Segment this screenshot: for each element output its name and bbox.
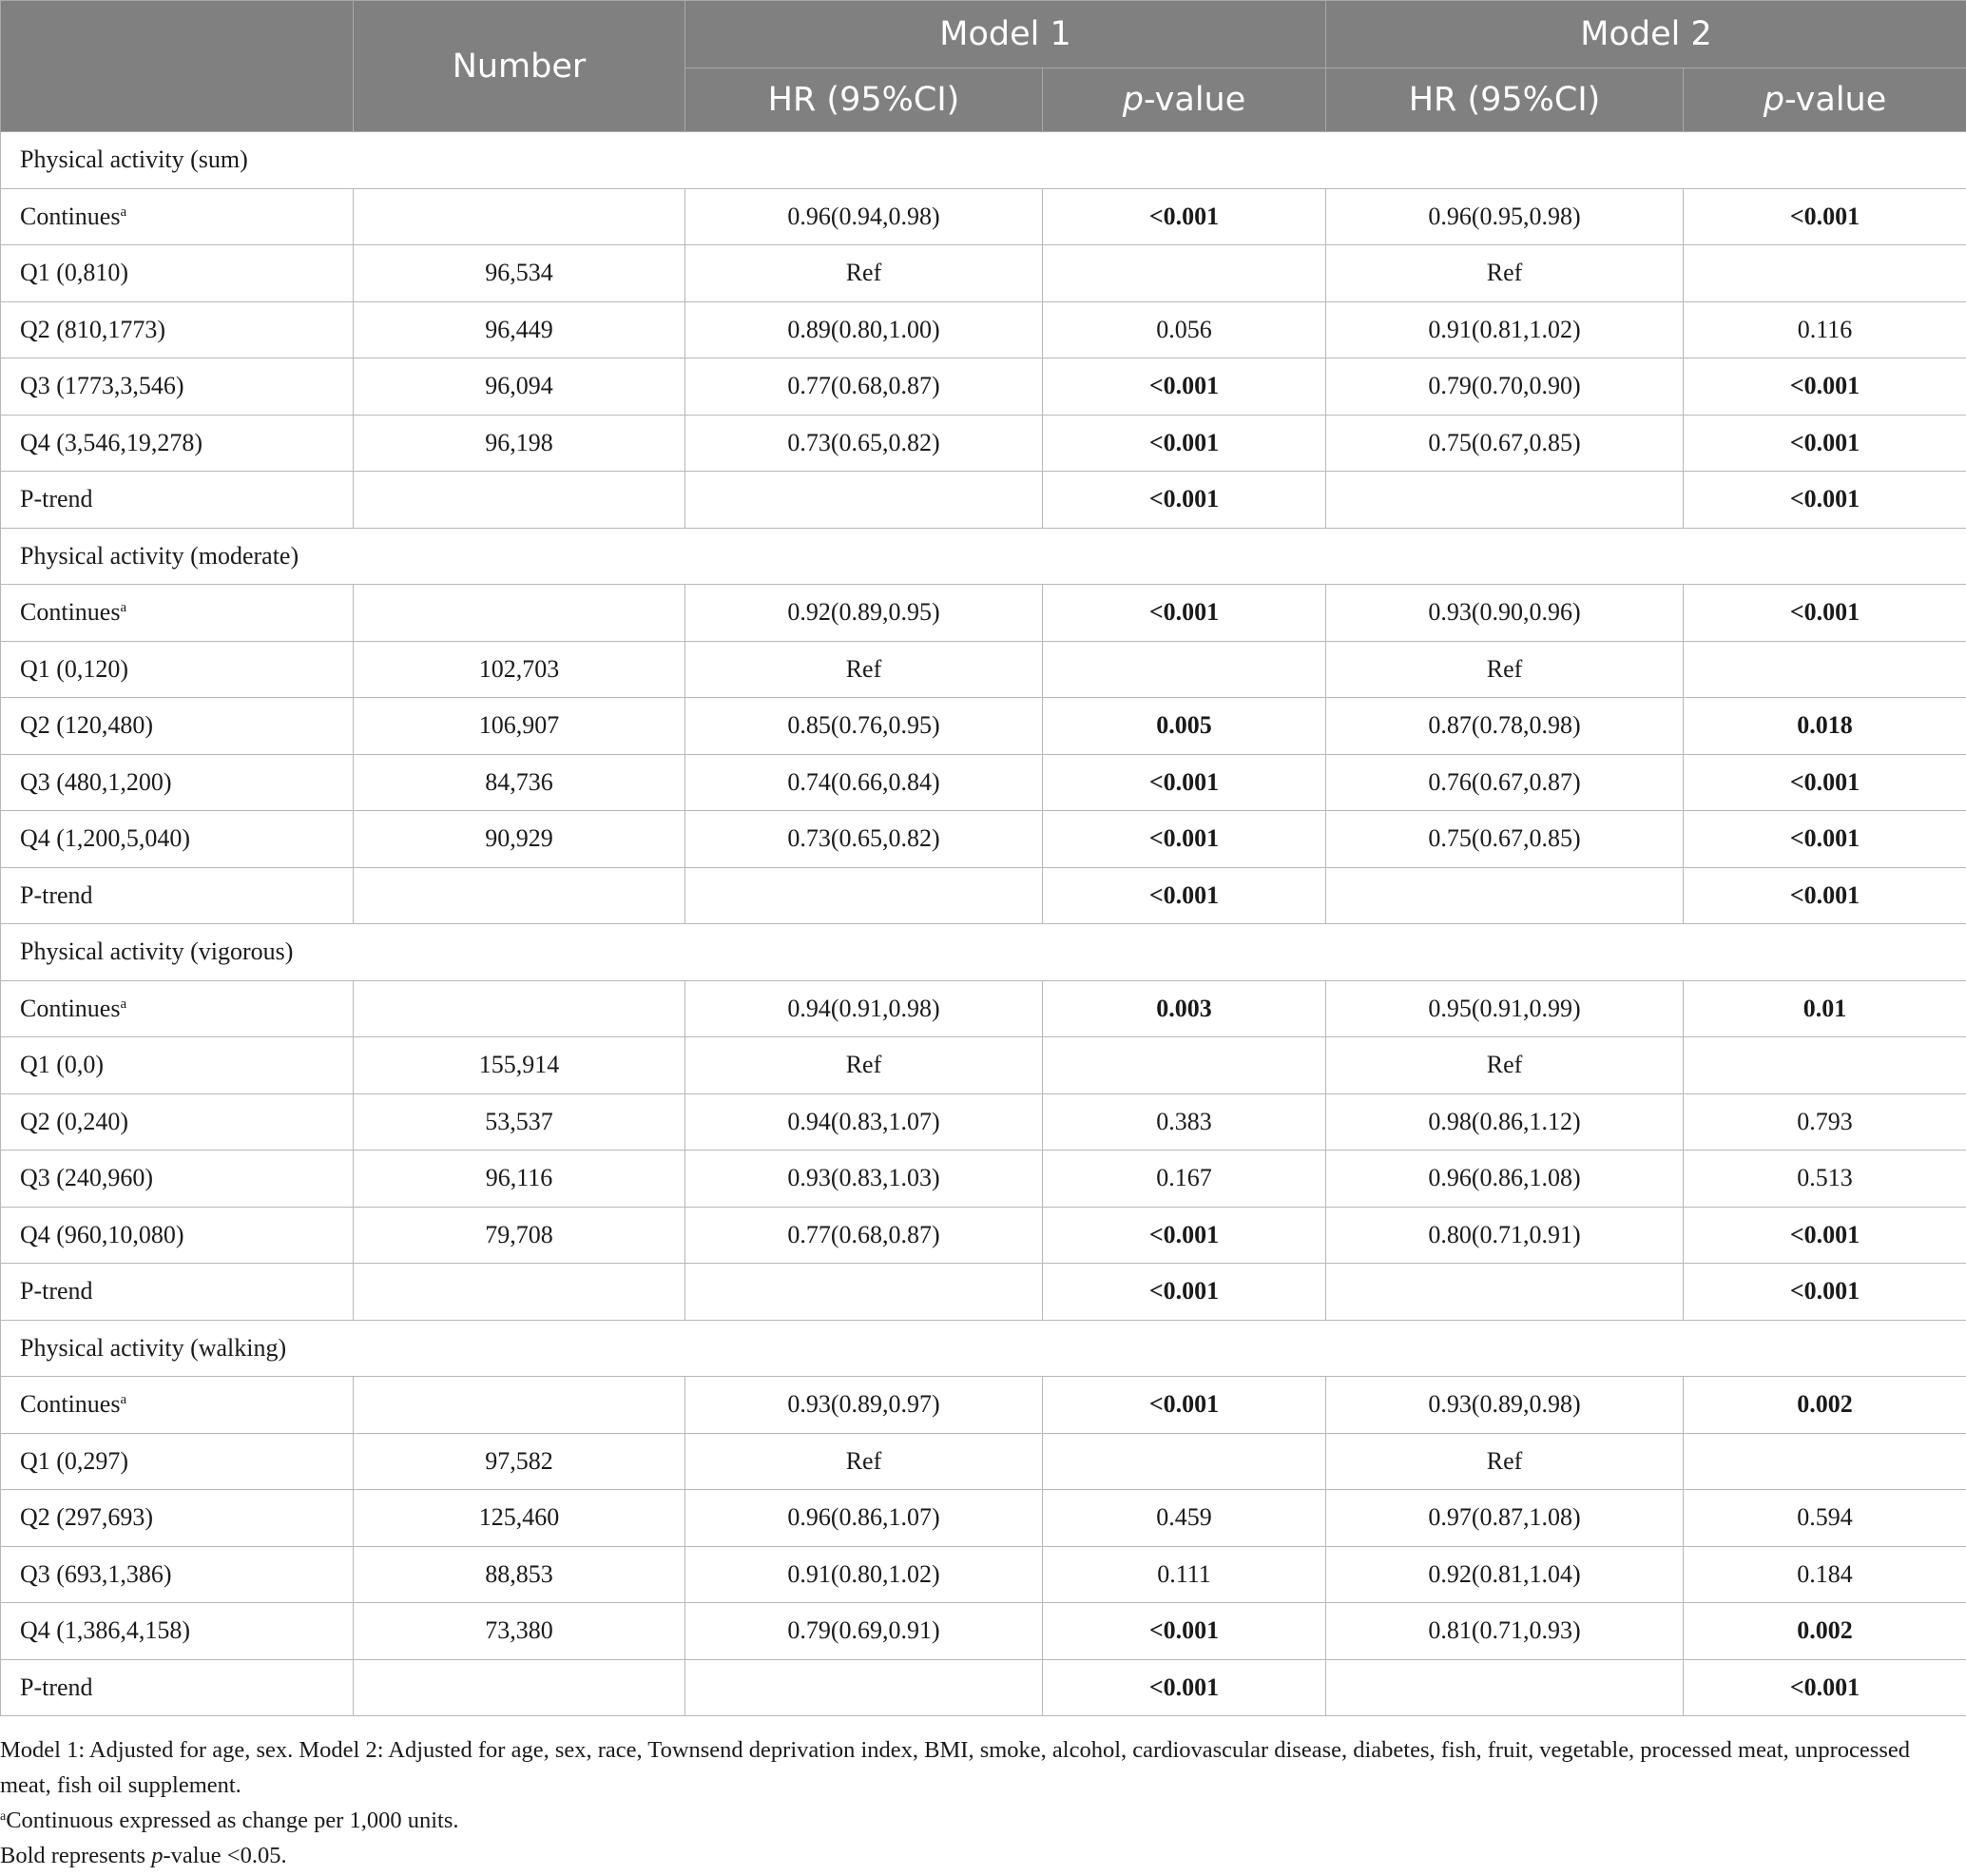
table-row	[1, 698, 1966, 755]
row-label-text: P-trend	[20, 1673, 93, 1701]
cell-hr-model1	[685, 1659, 1043, 1716]
table-row	[1, 980, 1966, 1037]
table-row	[1, 811, 1966, 868]
row-label-text: Q3 (693,1,386)	[20, 1559, 172, 1588]
cell-p-model1: 0.459	[1043, 1490, 1326, 1547]
cell-p-model2: 0.002	[1684, 1377, 1966, 1434]
cell-hr-model1: Ref	[685, 1037, 1043, 1094]
row-label-text: Continues	[20, 202, 121, 230]
table-row	[1, 1151, 1966, 1208]
cell-p-model2: <0.001	[1684, 1659, 1966, 1716]
row-label-text: Q3 (240,960)	[20, 1164, 154, 1192]
cell-hr-model1: 0.73(0.65,0.82)	[685, 811, 1043, 868]
cell-number: 125,460	[354, 1490, 685, 1547]
cell-p-model1	[1043, 1433, 1326, 1490]
cell-number: 97,582	[354, 1433, 685, 1490]
cell-number	[354, 1659, 685, 1716]
cell-p-model1: <0.001	[1043, 358, 1326, 416]
cell-p-model1: 0.111	[1043, 1546, 1326, 1603]
cell-number: 106,907	[354, 698, 685, 755]
cell-hr-model1: 0.85(0.76,0.95)	[685, 698, 1043, 755]
cell-hr-model2: 0.75(0.67,0.85)	[1326, 811, 1684, 868]
row-label-text: Q2 (120,480)	[20, 711, 154, 740]
cell-p-model1: <0.001	[1043, 188, 1326, 245]
cell-hr-model2: 0.93(0.89,0.98)	[1326, 1377, 1684, 1434]
cell-hr-model1	[685, 867, 1043, 924]
cell-hr-model1: Ref	[685, 245, 1043, 302]
row-label	[1, 1490, 354, 1547]
cell-p-model2: <0.001	[1684, 811, 1966, 868]
cell-hr-model2: Ref	[1326, 641, 1684, 698]
header-hr-model1: HR (95%CI)	[685, 68, 1043, 132]
cell-hr-model2: 0.87(0.78,0.98)	[1326, 698, 1684, 755]
row-label	[1, 1264, 354, 1321]
row-label	[1, 301, 354, 358]
cell-hr-model2	[1326, 1264, 1684, 1321]
cell-hr-model1	[685, 472, 1043, 529]
row-label	[1, 1603, 354, 1660]
cell-p-model2: <0.001	[1684, 1264, 1966, 1321]
row-label-sup: a	[120, 996, 127, 1012]
header-p-italic: p	[1122, 81, 1144, 119]
cell-p-model1: 0.383	[1043, 1093, 1326, 1151]
cell-number: 79,708	[354, 1207, 685, 1264]
table-row	[1, 1264, 1966, 1321]
cell-p-model2: 0.184	[1684, 1546, 1966, 1603]
row-label	[1, 1207, 354, 1264]
footnote-bold-suffix: -value <0.05.	[163, 1843, 287, 1868]
table-row	[1, 1037, 1966, 1094]
cell-hr-model1: 0.92(0.89,0.95)	[685, 585, 1043, 642]
cell-p-model1: <0.001	[1043, 1603, 1326, 1660]
cell-p-model1: <0.001	[1043, 1377, 1326, 1434]
cell-hr-model1: 0.93(0.89,0.97)	[685, 1377, 1043, 1434]
cell-p-model2: <0.001	[1684, 358, 1966, 416]
row-label-text: Q3 (480,1,200)	[20, 767, 172, 796]
footnote-continuous	[0, 1803, 1958, 1838]
row-label	[1, 472, 354, 529]
cell-hr-model2: Ref	[1326, 1433, 1684, 1490]
cell-hr-model2: 0.96(0.86,1.08)	[1326, 1151, 1684, 1208]
cell-number: 155,914	[354, 1037, 685, 1094]
table-row	[1, 301, 1966, 358]
row-label-text: P-trend	[20, 880, 93, 909]
cell-number: 88,853	[354, 1546, 685, 1603]
row-label	[1, 585, 354, 642]
header-p-model1	[1043, 68, 1326, 132]
row-label	[1, 980, 354, 1037]
cell-number: 53,537	[354, 1093, 685, 1151]
row-label	[1, 867, 354, 924]
row-label	[1, 1037, 354, 1094]
footnote-continuous-text: Continuous expressed as change per 1,000 units.	[6, 1808, 459, 1833]
row-label	[1, 1377, 354, 1434]
header-blank-cell	[1, 1, 354, 132]
row-label-text: Q3 (1773,3,546)	[20, 372, 184, 400]
cell-p-model1: <0.001	[1043, 472, 1326, 529]
row-label-text: Q1 (0,120)	[20, 654, 129, 683]
cell-p-model1	[1043, 641, 1326, 698]
cell-hr-model2: 0.76(0.67,0.87)	[1326, 754, 1684, 811]
row-label-text: Q2 (810,1773)	[20, 315, 166, 343]
table-body	[1, 132, 1966, 1716]
row-label-text: Q4 (3,546,19,278)	[20, 428, 203, 456]
cell-p-model1: <0.001	[1043, 1207, 1326, 1264]
cell-number: 84,736	[354, 754, 685, 811]
table-row	[1, 1207, 1966, 1264]
row-label	[1, 1433, 354, 1490]
row-label	[1, 1659, 354, 1716]
cell-number: 96,116	[354, 1151, 685, 1208]
footnote-sup: a	[0, 1809, 7, 1824]
row-label-text: Q1 (0,0)	[20, 1051, 105, 1079]
cell-number: 102,703	[354, 641, 685, 698]
footnote-bold	[0, 1838, 1958, 1873]
cell-hr-model2	[1326, 1659, 1684, 1716]
row-label	[1, 754, 354, 811]
row-label-sup: a	[120, 203, 127, 220]
cell-p-model1: <0.001	[1043, 1264, 1326, 1321]
cell-p-model2: <0.001	[1684, 188, 1966, 245]
cell-p-model2	[1684, 1037, 1966, 1094]
row-label-text: Continues	[20, 598, 121, 627]
cell-hr-model2	[1326, 867, 1684, 924]
row-label-text: Q1 (0,810)	[20, 259, 129, 287]
table-row	[1, 358, 1966, 416]
cell-number: 96,449	[354, 301, 685, 358]
cell-hr-model2: 0.96(0.95,0.98)	[1326, 188, 1684, 245]
cell-p-model2: <0.001	[1684, 754, 1966, 811]
table-row	[1, 1433, 1966, 1490]
footnote-bold-italic: p	[151, 1843, 164, 1868]
cell-p-model2	[1684, 1433, 1966, 1490]
cell-number	[354, 472, 685, 529]
row-label-text: Q4 (1,386,4,158)	[20, 1616, 191, 1645]
cell-number: 96,094	[354, 358, 685, 416]
header-p-model2	[1684, 68, 1966, 132]
cell-number	[354, 867, 685, 924]
cell-hr-model1: Ref	[685, 641, 1043, 698]
row-label	[1, 415, 354, 472]
table-row	[1, 1490, 1966, 1547]
cell-number	[354, 585, 685, 642]
cell-hr-model1: 0.93(0.83,1.03)	[685, 1151, 1043, 1208]
cell-hr-model1: 0.77(0.68,0.87)	[685, 358, 1043, 416]
section-title: Physical activity (moderate)	[1, 528, 1966, 585]
cell-hr-model1: 0.96(0.94,0.98)	[685, 188, 1043, 245]
cell-hr-model1: 0.73(0.65,0.82)	[685, 415, 1043, 472]
cell-p-model2: 0.513	[1684, 1151, 1966, 1208]
cell-number: 90,929	[354, 811, 685, 868]
table-row	[1, 188, 1966, 245]
cell-p-model2	[1684, 245, 1966, 302]
row-label	[1, 245, 354, 302]
footnote-models: Model 1: Adjusted for age, sex. Model 2: Adjusted for age, sex, race, Townsend deprivation index, BMI, smoke, alcohol, cardiovascular disease, diabetes, fish, fruit, vegetable, processed meat, unprocessed meat, fish oil supplement.	[0, 1737, 1910, 1798]
section-header-row	[1, 1320, 1966, 1377]
cell-number	[354, 1264, 685, 1321]
header-hr-model2: HR (95%CI)	[1326, 68, 1684, 132]
cell-hr-model1: 0.89(0.80,1.00)	[685, 301, 1043, 358]
row-label	[1, 1093, 354, 1151]
cell-hr-model1: 0.94(0.83,1.07)	[685, 1093, 1043, 1151]
cell-p-model1: 0.005	[1043, 698, 1326, 755]
cell-hr-model2: 0.95(0.91,0.99)	[1326, 980, 1684, 1037]
table-row	[1, 1093, 1966, 1151]
cell-hr-model2: 0.79(0.70,0.90)	[1326, 358, 1684, 416]
cell-p-model1: <0.001	[1043, 585, 1326, 642]
cell-number	[354, 188, 685, 245]
section-header-row	[1, 132, 1966, 189]
section-header-row	[1, 528, 1966, 585]
row-label	[1, 698, 354, 755]
table-row	[1, 641, 1966, 698]
cell-p-model1: <0.001	[1043, 754, 1326, 811]
header-p-rest: -value	[1143, 81, 1246, 119]
cell-hr-model2: Ref	[1326, 245, 1684, 302]
cell-number: 96,534	[354, 245, 685, 302]
row-label-sup: a	[120, 1392, 127, 1408]
cell-p-model2: 0.002	[1684, 1603, 1966, 1660]
cell-hr-model1: 0.96(0.86,1.07)	[685, 1490, 1043, 1547]
cell-hr-model2: 0.98(0.86,1.12)	[1326, 1093, 1684, 1151]
cell-p-model2: 0.018	[1684, 698, 1966, 755]
row-label-text: Continues	[20, 994, 121, 1022]
table-row	[1, 1546, 1966, 1603]
row-label	[1, 641, 354, 698]
table-row	[1, 415, 1966, 472]
cell-hr-model2: 0.93(0.90,0.96)	[1326, 585, 1684, 642]
header-row-1	[1, 1, 1966, 68]
cell-p-model2: 0.01	[1684, 980, 1966, 1037]
row-label	[1, 1546, 354, 1603]
row-label-text: P-trend	[20, 1277, 93, 1305]
cell-hr-model1: Ref	[685, 1433, 1043, 1490]
cell-hr-model2: 0.80(0.71,0.91)	[1326, 1207, 1684, 1264]
header-number: Number	[354, 1, 685, 132]
row-label-text: Continues	[20, 1390, 121, 1419]
cell-hr-model2: 0.97(0.87,1.08)	[1326, 1490, 1684, 1547]
row-label	[1, 358, 354, 416]
cell-hr-model1: 0.91(0.80,1.02)	[685, 1546, 1043, 1603]
header-model2: Model 2	[1326, 1, 1966, 68]
cell-hr-model2: Ref	[1326, 1037, 1684, 1094]
table-row	[1, 1377, 1966, 1434]
cell-hr-model2	[1326, 472, 1684, 529]
table-footnotes	[0, 1732, 1958, 1873]
cell-p-model1: 0.003	[1043, 980, 1326, 1037]
cell-hr-model2: 0.92(0.81,1.04)	[1326, 1546, 1684, 1603]
cell-p-model2: 0.793	[1684, 1093, 1966, 1151]
cell-p-model2: <0.001	[1684, 472, 1966, 529]
cell-p-model1: <0.001	[1043, 1659, 1326, 1716]
cell-number: 73,380	[354, 1603, 685, 1660]
section-title: Physical activity (walking)	[1, 1320, 1966, 1377]
cell-p-model2: <0.001	[1684, 415, 1966, 472]
cell-number	[354, 1377, 685, 1434]
row-label-text: Q1 (0,297)	[20, 1446, 129, 1475]
header-model1: Model 1	[685, 1, 1326, 68]
header-p-italic: p	[1763, 81, 1784, 119]
header-p-rest: -value	[1783, 81, 1887, 119]
row-label	[1, 811, 354, 868]
cell-hr-model1: 0.79(0.69,0.91)	[685, 1603, 1043, 1660]
row-label-text: Q2 (297,693)	[20, 1503, 154, 1532]
cell-p-model1: <0.001	[1043, 811, 1326, 868]
cell-p-model1: 0.056	[1043, 301, 1326, 358]
table-header	[1, 1, 1966, 132]
table-row	[1, 585, 1966, 642]
table-row	[1, 754, 1966, 811]
cell-hr-model1	[685, 1264, 1043, 1321]
cell-p-model2: <0.001	[1684, 867, 1966, 924]
table-row	[1, 867, 1966, 924]
table-row	[1, 1603, 1966, 1660]
cell-p-model1: <0.001	[1043, 415, 1326, 472]
cell-p-model1	[1043, 1037, 1326, 1094]
cell-hr-model1: 0.74(0.66,0.84)	[685, 754, 1043, 811]
table-row	[1, 472, 1966, 529]
cell-p-model2: 0.594	[1684, 1490, 1966, 1547]
cell-p-model2: 0.116	[1684, 301, 1966, 358]
cell-hr-model2: 0.91(0.81,1.02)	[1326, 301, 1684, 358]
section-header-row	[1, 924, 1966, 981]
cell-number	[354, 980, 685, 1037]
section-title: Physical activity (vigorous)	[1, 924, 1966, 981]
cell-p-model1	[1043, 245, 1326, 302]
table-row	[1, 1659, 1966, 1716]
footnote-bold-prefix: Bold represents	[0, 1843, 152, 1868]
row-label-text: Q2 (0,240)	[20, 1107, 129, 1135]
row-label-text: Q4 (1,200,5,040)	[20, 824, 191, 853]
cell-hr-model2: 0.75(0.67,0.85)	[1326, 415, 1684, 472]
cell-hr-model1: 0.94(0.91,0.98)	[685, 980, 1043, 1037]
cell-p-model1: <0.001	[1043, 867, 1326, 924]
cell-p-model2: <0.001	[1684, 585, 1966, 642]
cell-hr-model2: 0.81(0.71,0.93)	[1326, 1603, 1684, 1660]
cell-hr-model1: 0.77(0.68,0.87)	[685, 1207, 1043, 1264]
table-row	[1, 245, 1966, 302]
row-label	[1, 188, 354, 245]
row-label-text: P-trend	[20, 485, 93, 513]
cell-p-model2	[1684, 641, 1966, 698]
cell-number: 96,198	[354, 415, 685, 472]
cell-p-model2: <0.001	[1684, 1207, 1966, 1264]
cell-p-model1: 0.167	[1043, 1151, 1326, 1208]
row-label-text: Q4 (960,10,080)	[20, 1220, 184, 1248]
section-title: Physical activity (sum)	[1, 132, 1966, 189]
row-label	[1, 1151, 354, 1208]
row-label-sup: a	[120, 600, 127, 616]
